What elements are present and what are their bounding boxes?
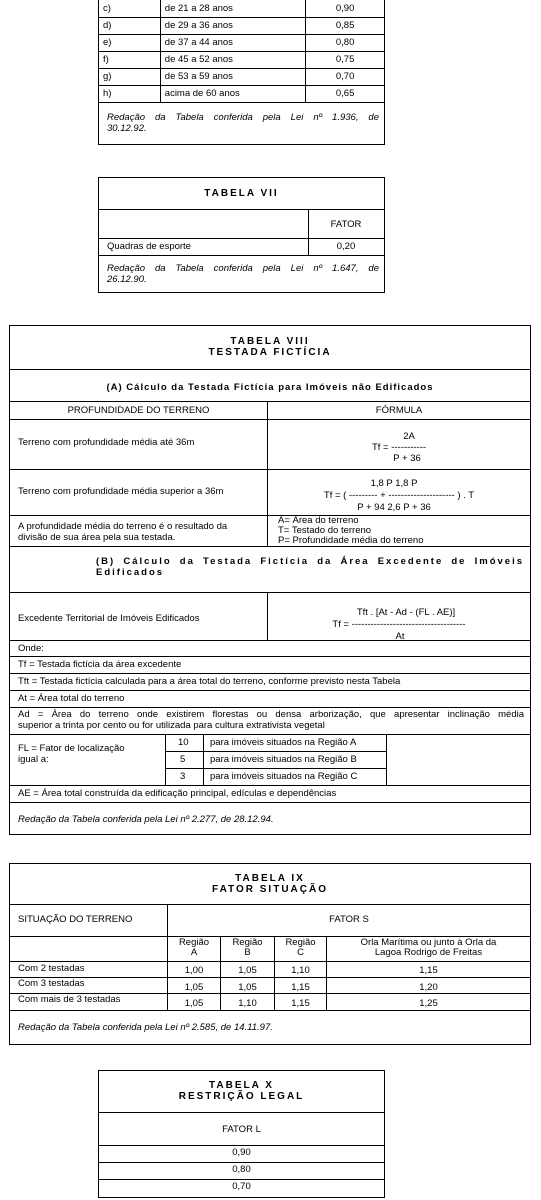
table-cell: 1,00 (184, 965, 204, 976)
col-header-formula: FÓRMULA (375, 405, 423, 416)
divider (10, 977, 530, 978)
divider (10, 469, 530, 470)
tabela-x-title: TABELA X RESTRIÇÃO LEGAL (178, 1080, 305, 1102)
row-label: Com 3 testadas (18, 978, 85, 989)
divider (165, 751, 386, 752)
section-a-title: (A) Cálculo da Testada Fictícia para Imóveis não Edificados (106, 382, 434, 393)
col-header-profundidade: PROFUNDIDADE DO TERRENO (67, 405, 210, 416)
table-cell: 1,10 (291, 965, 310, 976)
formula-2: 1,8 P 1,8 P Tf = ( --------- + --------------------- ) . T P + 94 2,6 P + 36 (323, 478, 475, 513)
divider (165, 734, 166, 785)
table-row (99, 102, 385, 144)
fl-value-c: 3 (180, 771, 186, 782)
table-cell: 0,90 (232, 1147, 251, 1158)
row-label-ate-36m: Terreno com profundidade média até 36m (18, 437, 195, 448)
divider (99, 1112, 384, 1113)
divider (10, 546, 530, 547)
row-label-superior-36m: Terreno com profundidade média superior a 36m (18, 486, 224, 497)
table-row: g) de 53 a 59 anos 0,70 (99, 68, 385, 85)
legend-definitions: A= Área do terreno T= Testado do terreno P= Profundidade média do terreno (278, 515, 424, 546)
tabela-vi (98, 0, 385, 146)
divider (10, 690, 530, 691)
row-label-excedente: Excedente Territorial de Imóveis Edificados (18, 613, 200, 624)
tabela-vii-fator-header: FATOR (330, 219, 362, 230)
divider (386, 734, 387, 785)
divider (10, 785, 530, 786)
table-row: e) de 37 a 44 anos 0,80 (99, 34, 385, 51)
row-label: Com mais de 3 testadas (18, 994, 121, 1005)
fl-value-a: 10 (178, 737, 189, 748)
tabela-viii-note: Redação da Tabela conferida pela Lei nº 2.277, de 28.12.94. (18, 814, 274, 825)
tabela-vii-title: TABELA VII (204, 188, 279, 199)
table-cell: 0,80 (232, 1164, 251, 1175)
profundidade-definition: A profundidade média do terreno é o resultado da divisão de sua área pela sua testada. (18, 521, 228, 543)
fl-text-b: para imóveis situados na Região B (210, 754, 357, 765)
tabela-ix-title: TABELA IX FATOR SITUAÇÃO (212, 873, 328, 895)
col-header-fator-s: FATOR S (329, 914, 369, 925)
fl-text-c: para imóveis situados na Região C (210, 771, 358, 782)
section-b-title: (B) Cálculo da Testada Fictícia da Área Excedente de Imóveis Edificados (96, 556, 524, 578)
fl-text-a: para imóveis situados na Região A (210, 737, 357, 748)
row-label: Com 2 testadas (18, 963, 85, 974)
table-row: c) de 21 a 28 anos 0,90 (99, 0, 385, 17)
divider (99, 1145, 384, 1146)
onde-label: Onde: (18, 643, 44, 654)
table-cell: 1,20 (419, 982, 438, 993)
formula-1: 2A Tf = ----------- P + 36 (371, 431, 427, 464)
divider (165, 768, 386, 769)
divider (10, 640, 530, 641)
divider (10, 401, 530, 402)
divider (203, 734, 204, 785)
table-cell: 1,10 (238, 998, 257, 1009)
tabela-ix (9, 863, 531, 1045)
divider (10, 592, 530, 593)
tabela-vi-note: Redação da Tabela conferida pela Lei nº 1.936, de 30.12.92. (99, 102, 385, 144)
fator-l-header: FATOR L (222, 1124, 261, 1135)
tabela-x (98, 1070, 385, 1198)
table-cell: 1,05 (238, 965, 257, 976)
tabela-vii-row-label: Quadras de esporte (107, 241, 191, 252)
table-cell: 0,70 (232, 1181, 251, 1192)
def-ad: Ad = Área do terreno onde existirem florestas ou densa arborização, que apresentar inclinação média superior a trinta por cento ou for utilizada para cultura extrativista vegetal (18, 709, 524, 731)
tabela-viii-title: TABELA VIII TESTADA FICTÍCIA (208, 336, 332, 358)
divider (99, 1179, 384, 1180)
col-header-situacao: SITUAÇÃO DO TERRENO (18, 914, 133, 925)
divider (10, 656, 530, 657)
divider (267, 401, 268, 546)
divider (99, 255, 384, 256)
divider (10, 734, 530, 735)
divider (10, 802, 530, 803)
table-row: h) acima de 60 anos 0,65 (99, 85, 385, 102)
col-header-orla: Orla Marítima ou junto à Orla da Lagoa Rodrigo de Freitas (360, 937, 497, 958)
def-ae: AE = Área total construída da edificação principal, edículas e dependências (18, 788, 337, 799)
formula-3: Tft . [At - Ad - (FL . AE)] Tf = ------------------------------------ At (332, 607, 466, 642)
tabela-ix-note: Redação da Tabela conferida pela Lei nº 2.585, de 14.11.97. (18, 1022, 273, 1033)
divider (10, 419, 530, 420)
col-header-regiao-a: Região A (178, 937, 210, 958)
divider (10, 1010, 530, 1011)
def-tf: Tf = Testada fictícia da área excedente (18, 659, 182, 670)
table-cell: 1,05 (184, 982, 204, 993)
table-cell: 1,05 (184, 998, 204, 1009)
def-at: At = Área total do terreno (18, 693, 125, 704)
table-cell: 1,15 (291, 998, 310, 1009)
def-tft: Tft = Testada fictícia calculada para a área total do terreno, conforme previsto nesta Tabela (18, 676, 401, 687)
table-cell: 1,15 (291, 982, 310, 993)
table-cell: 1,05 (238, 982, 257, 993)
table-cell: 1,15 (419, 965, 438, 976)
table-row: f) de 45 a 52 anos 0,75 (99, 51, 385, 68)
tabela-vii-row-value: 0,20 (336, 241, 356, 252)
divider (10, 707, 530, 708)
divider (99, 209, 384, 210)
fl-value-b: 5 (180, 754, 186, 765)
table-cell: 1,25 (419, 998, 438, 1009)
tabela-vi-rows (98, 0, 385, 145)
divider (10, 961, 530, 962)
def-fl: FL = Fator de localização igual a: (18, 743, 125, 765)
divider (99, 1197, 384, 1198)
divider (10, 515, 530, 516)
divider (10, 673, 530, 674)
divider (10, 369, 530, 370)
divider (99, 238, 384, 239)
divider (10, 904, 530, 905)
divider (99, 1162, 384, 1163)
tabela-vii-note: Redação da Tabela conferida pela Lei nº 1.647, de 26.12.90. (107, 263, 379, 285)
tabela-vii (98, 177, 385, 293)
table-row: d) de 29 a 36 anos 0,85 (99, 17, 385, 34)
col-header-regiao-b: Região B (232, 937, 263, 958)
tabela-viii (9, 325, 531, 835)
col-header-regiao-c: Região C (285, 937, 316, 958)
